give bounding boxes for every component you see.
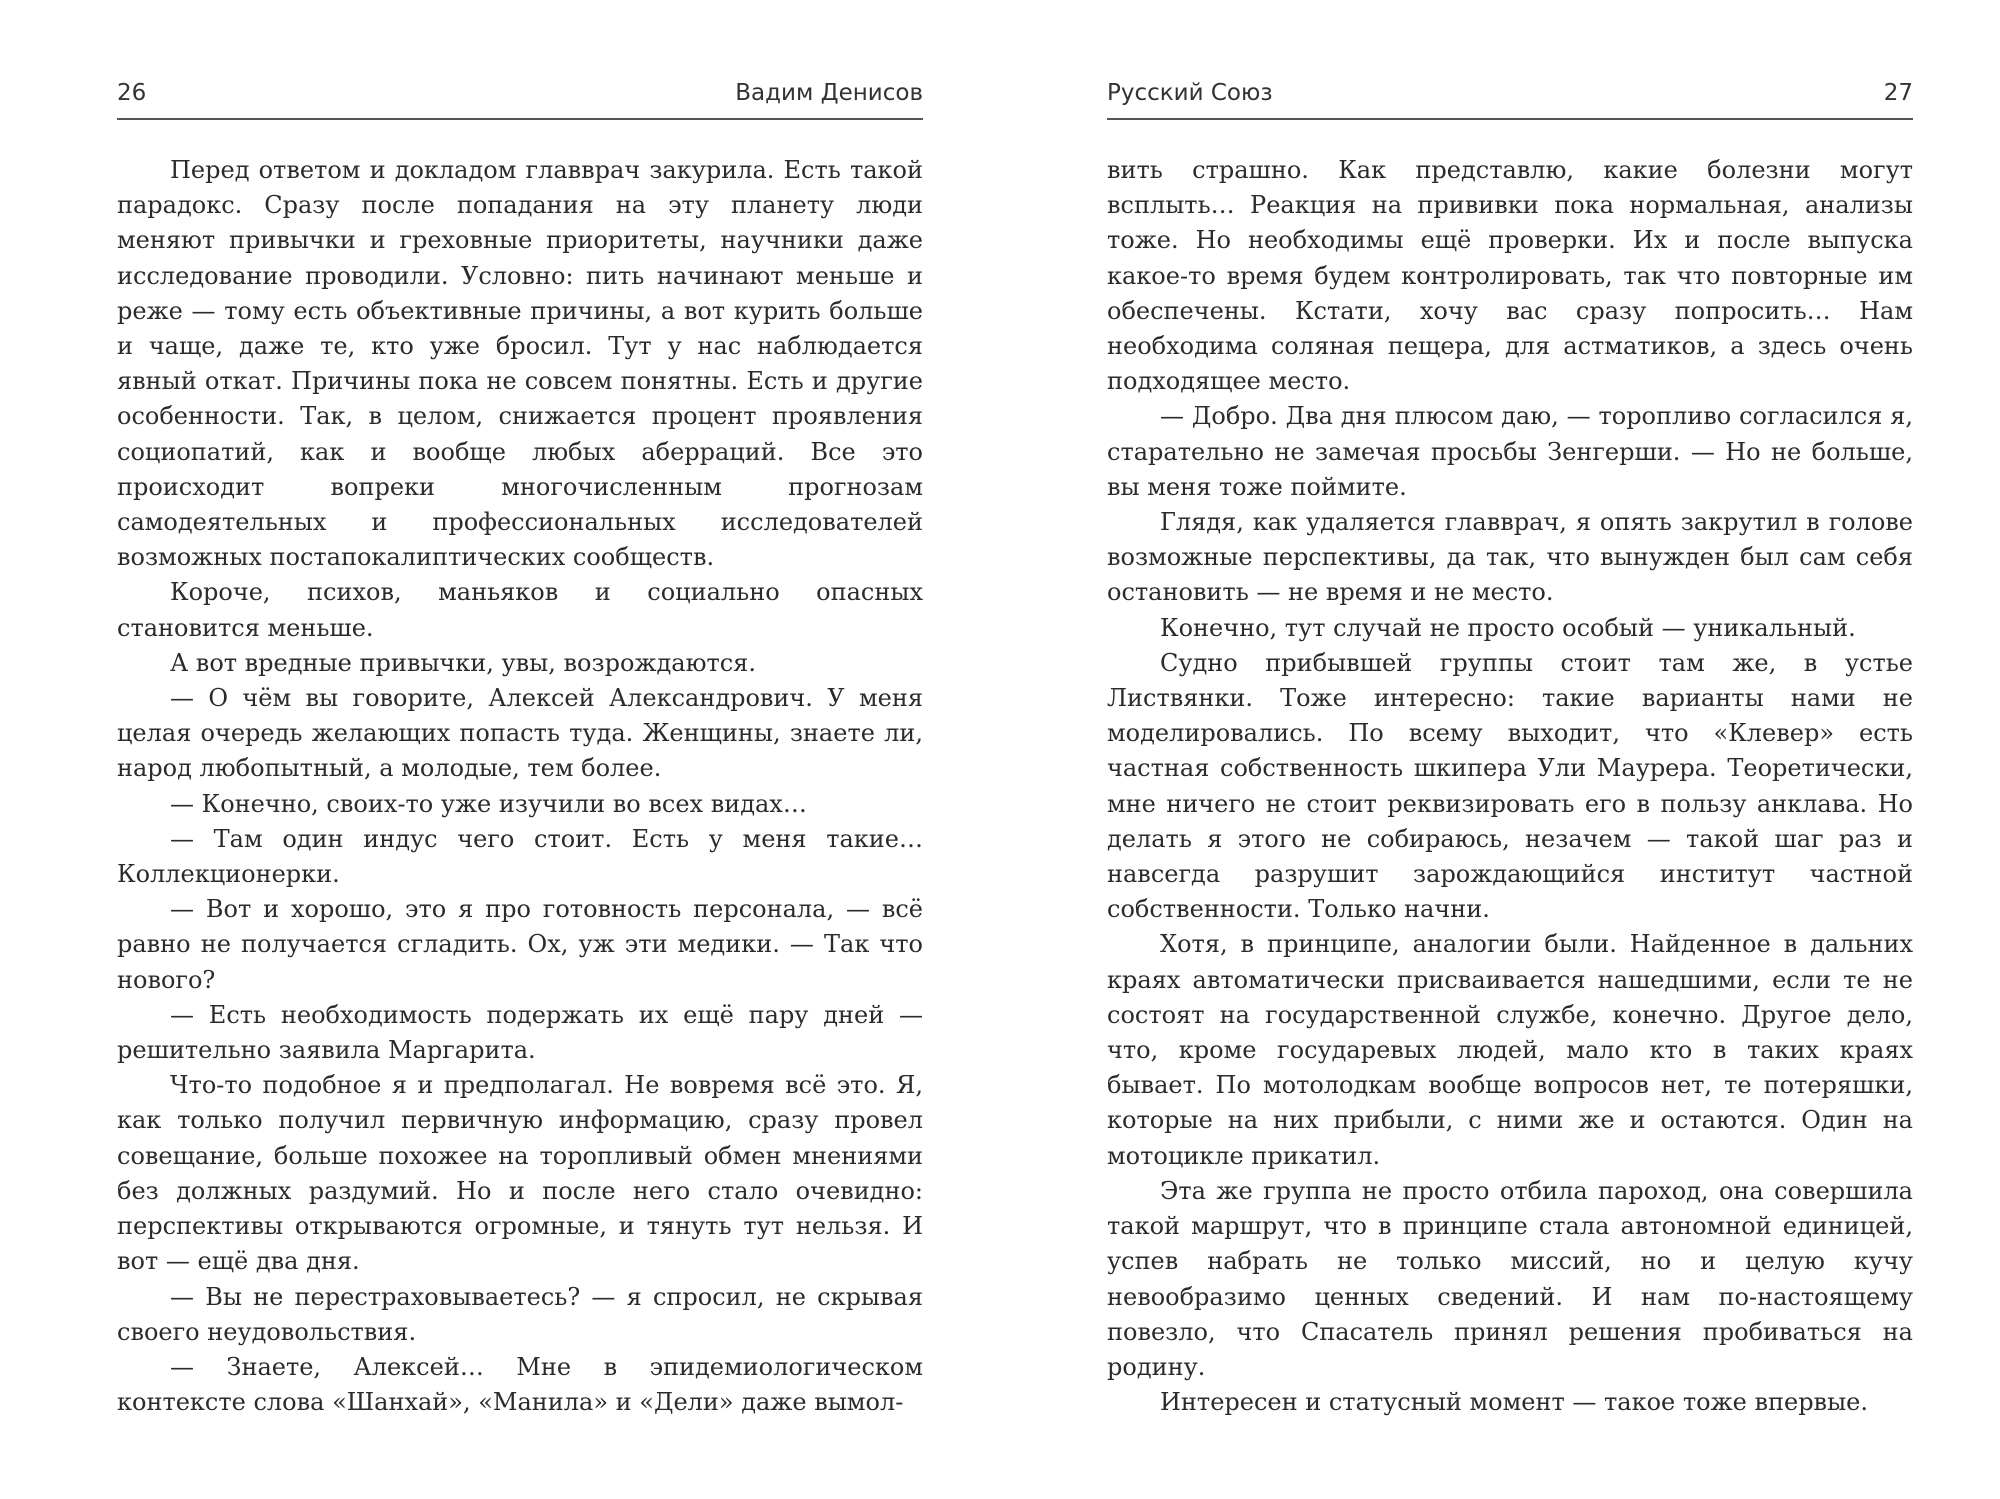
- paragraph: — Знаете, Алексей… Мне в эпидемиологическом контексте слова «Шанхай», «Манила» и «Дели» даже вымол-: [117, 1352, 923, 1417]
- left-running-title: Вадим Денисов: [735, 80, 923, 106]
- paragraph: Глядя, как удаляется главврач, я опять закрутил в голове возможные перспективы, да так, что вынужден был сам себя остановить — не время и не место.: [1107, 508, 1913, 607]
- right-body-text: [1107, 153, 1913, 1420]
- paragraph: Интересен и статусный момент — такое тоже впервые.: [1160, 1388, 1868, 1417]
- paragraph: — Есть необходимость подержать их ещё пару дней — решительно заявила Маргарита.: [117, 1000, 923, 1065]
- paragraph: — Вы не перестраховываетесь? — я спросил, не скрывая своего неудовольствия.: [117, 1282, 923, 1346]
- left-page-number: 26: [117, 80, 147, 106]
- paragraph: — Там один индус чего стоит. Есть у меня такие… Коллекционерки.: [117, 824, 923, 889]
- continued-paragraph: вить страшно. Как представлю, какие болезни могут всплыть… Реакция на прививки пока нормальная, анализы тоже. Но необходимы ещё проверки. Их и после выпуска какое-то время будем контролировать, так что повторные им обеспечены. Кстати, хочу вас сразу попросить… Нам необходима соляная пещера, для астматиков, а здесь очень подходящее место.: [1107, 156, 1913, 396]
- paragraph: — Вот и хорошо, это я про готовность персонала, — всё равно не получается сгладить. Ох, уж эти медики. — Так что нового?: [117, 895, 923, 994]
- paragraph: Хотя, в принципе, аналогии были. Найденное в дальних краях автоматически присваивается нашедшими, если те не состоят на государственной службе, конечно. Другое дело, что, кроме государевых людей, мало кто в таких краях бывает. По мотолодкам вообще вопросов нет, те потеряшки, которые на них прибыли, с ними же и остаются. Один на мотоцикле прикатил.: [1107, 930, 1913, 1170]
- right-page: [1000, 0, 2000, 1499]
- right-running-head: [1107, 80, 1913, 120]
- paragraph: Судно прибывшей группы стоит там же, в устье Листвянки. Тоже интересно: такие варианты нами не моделировались. По всему выходит, что «Клевер» есть частная собственность шкипера Ули Маурера. Теоретически, мне ничего не стоит реквизировать его в пользу анклава. Но делать я этого не собираюсь, незачем — такой шаг раз и навсегда разрушит зарождающийся институт частной собственности. Только начни.: [1107, 648, 1913, 924]
- right-header-rule: [1107, 118, 1913, 120]
- paragraph: Конечно, тут случай не просто особый — уникальный.: [1160, 613, 1856, 642]
- paragraph: — Конечно, своих-то уже изучили во всех видах…: [170, 789, 807, 818]
- left-header-rule: [117, 118, 923, 120]
- left-body-text: [117, 153, 923, 1420]
- paragraph: Что-то подобное я и предполагал. Не вовремя всё это. Я, как только получил первичную информацию, сразу провел совещание, больше похожее на торопливый обмен мнениями без должных раздумий. Но и после него стало очевидно: перспективы открываются огромные, и тянуть тут нельзя. И вот — ещё два дня.: [117, 1071, 923, 1276]
- right-page-number: 27: [1883, 80, 1913, 106]
- paragraph: — О чём вы говорите, Алексей Александрович. У меня целая очередь желающих попасть туда. Женщины, знаете ли, народ любопытный, а молодые, тем более.: [117, 684, 923, 783]
- paragraph: Эта же группа не просто отбила пароход, она совершила такой маршрут, что в принципе стала автономной единицей, успев набрать не только миссий, но и целую кучу невообразимо ценных сведений. И нам по-настоящему повезло, что Спасатель принял решения пробиваться на родину.: [1107, 1176, 1913, 1381]
- paragraph: Перед ответом и докладом главврач закурила. Есть такой парадокс. Сразу после попадания на эту планету люди меняют привычки и греховные приоритеты, научники даже исследование проводили. Условно: пить начинают меньше и реже — тому есть объективные причины, а вот курить больше и чаще, даже те, кто уже бросил. Тут у нас наблюдается явный откат. Причины пока не совсем понятны. Есть и другие особенности. Так, в целом, снижается процент проявления социопатий, как и вообще любых аберраций. Все это происходит вопреки многочисленным прогнозам самодеятельных и профессиональных исследователей возможных постапокалиптических сообществ.: [117, 156, 923, 572]
- paragraph: А вот вредные привычки, увы, возрождаются.: [170, 648, 756, 677]
- left-running-head: [117, 80, 923, 120]
- right-running-title: Русский Союз: [1107, 80, 1273, 106]
- paragraph: — Добро. Два дня плюсом даю, — торопливо согласился я, старательно не замечая просьбы Зенгерши. — Но не больше, вы меня тоже поймите.: [1107, 402, 1913, 501]
- paragraph: Короче, психов, маньяков и социально опасных становится меньше.: [117, 578, 923, 642]
